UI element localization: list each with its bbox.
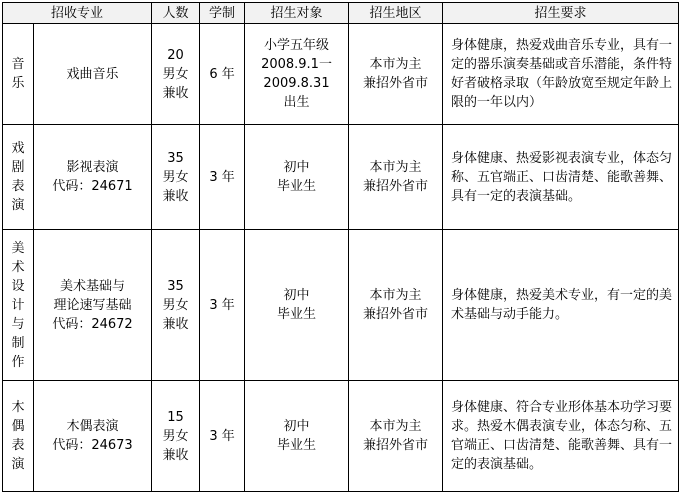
target-cell: 初中 毕业生 (245, 381, 349, 492)
header-row (3, 3, 679, 24)
duration-cell: 3 年 (200, 230, 245, 381)
category-cell: 戏 剧 表 演 (3, 125, 34, 230)
region-cell: 本市为主 兼招外省市 (349, 24, 443, 125)
header-requirement: 招生要求 (443, 3, 679, 24)
category-cell: 木 偶 表 演 (3, 381, 34, 492)
target-cell: 初中 毕业生 (245, 230, 349, 381)
duration-cell: 3 年 (200, 381, 245, 492)
region-cell: 本市为主 兼招外省市 (349, 381, 443, 492)
header-target: 招生对象 (245, 3, 349, 24)
requirement-cell: 身体健康，热爱戏曲音乐专业，具有一定的器乐演奏基础或音乐潜能，条件特好者破格录取（年龄放宽至规定年龄上限的一年以内） (443, 24, 679, 125)
region-cell: 本市为主 兼招外省市 (349, 230, 443, 381)
count-cell: 20 男女 兼收 (152, 24, 200, 125)
requirement-cell: 身体健康，热爱美术专业，有一定的美术基础与动手能力。 (443, 230, 679, 381)
admissions-table (2, 2, 679, 492)
header-duration: 学制 (200, 3, 245, 24)
table-row (3, 381, 679, 492)
major-cell: 美术基础与 理论速写基础 代码：24672 (34, 230, 152, 381)
category-cell: 音 乐 (3, 24, 34, 125)
count-cell: 35 男女 兼收 (152, 125, 200, 230)
header-count: 人数 (152, 3, 200, 24)
duration-cell: 3 年 (200, 125, 245, 230)
target-cell: 小学五年级 2008.9.1一 2009.8.31 出生 (245, 24, 349, 125)
table-row (3, 230, 679, 381)
requirement-cell: 身体健康、热爱影视表演专业，体态匀称、五官端正、口齿清楚、能歌善舞、具有一定的表演基础。 (443, 125, 679, 230)
header-region: 招生地区 (349, 3, 443, 24)
region-cell: 本市为主 兼招外省市 (349, 125, 443, 230)
major-cell: 木偶表演 代码：24673 (34, 381, 152, 492)
category-cell: 美 术 设 计 与 制 作 (3, 230, 34, 381)
count-cell: 15 男女 兼收 (152, 381, 200, 492)
major-cell: 影视表演 代码：24671 (34, 125, 152, 230)
header-major: 招收专业 (3, 3, 152, 24)
count-cell: 35 男女 兼收 (152, 230, 200, 381)
table-row (3, 125, 679, 230)
target-cell: 初中 毕业生 (245, 125, 349, 230)
duration-cell: 6 年 (200, 24, 245, 125)
major-cell: 戏曲音乐 (34, 24, 152, 125)
table-row (3, 24, 679, 125)
requirement-cell: 身体健康、符合专业形体基本功学习要求。热爱木偶表演专业，体态匀称、五官端正、口齿清楚、能歌善舞、具有一定的表演基础。 (443, 381, 679, 492)
